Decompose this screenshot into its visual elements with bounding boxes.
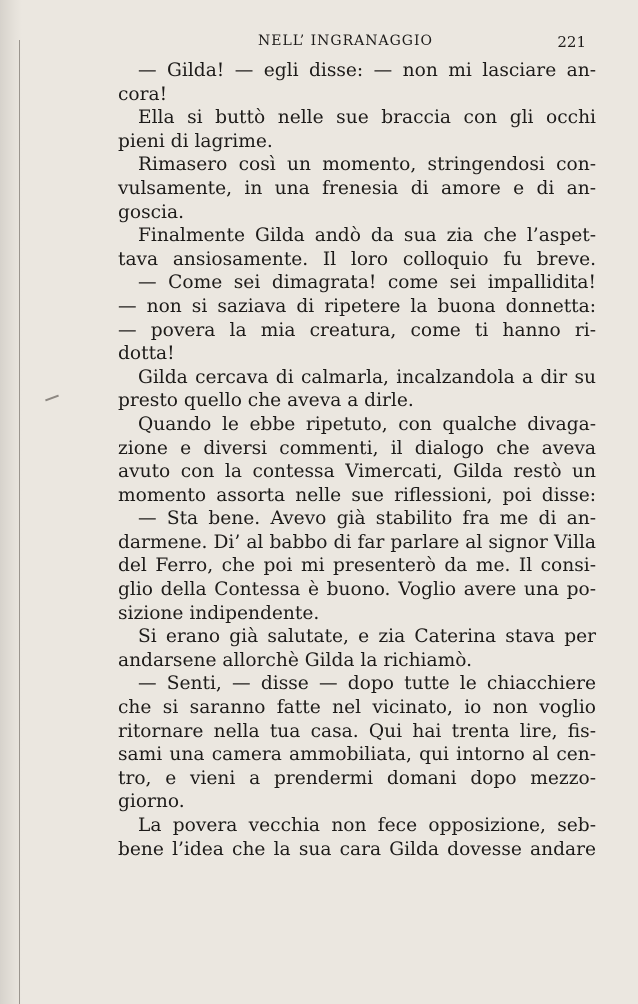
page-gutter-line	[19, 40, 20, 1004]
text-line: Finalmente Gilda andò da sua zia che l’aspet-	[138, 225, 596, 247]
text-line: — non si saziava di ripetere la buona donnetta:	[118, 295, 596, 317]
running-title: NELL’ INGRANAGGIO	[258, 33, 433, 49]
margin-mark	[45, 395, 59, 402]
text-line: tava ansiosamente. Il loro colloquio fu breve.	[118, 248, 596, 270]
text-line: ritornare nella tua casa. Qui hai trenta lire, fis-	[118, 720, 596, 742]
text-line: Quando le ebbe ripetuto, con qualche divaga-	[138, 413, 596, 435]
text-line: del Ferro, che poi mi presenterò da me. Il consi-	[118, 555, 596, 577]
text-line: zione e diversi commenti, il dialogo che aveva	[118, 437, 596, 459]
text-line: — Gilda! — egli disse: — non mi lasciare an-	[138, 60, 596, 81]
text-line: pieni di lagrime.	[118, 130, 273, 152]
body-text	[118, 59, 596, 861]
text-line: sami una camera ammobiliata, qui intorno al cen-	[118, 744, 596, 766]
text-line: glio della Contessa è buono. Voglio avere una po-	[118, 579, 596, 601]
text-line: tro, e vieni a prendermi domani dopo mezzo-	[118, 767, 596, 789]
text-line: vulsamente, in una frenesia di amore e di an-	[118, 177, 596, 199]
page-number: 221	[557, 33, 586, 51]
text-line: che si saranno fatte nel vicinato, io non voglio	[118, 697, 596, 719]
text-line: — povera la mia creatura, come ti hanno ri-	[118, 319, 596, 341]
text-line: bene l’idea che la sua cara Gilda dovesse andare	[118, 838, 596, 860]
text-line: Gilda cercava di calmarla, incalzandola a dir su	[138, 366, 596, 388]
text-line: giorno.	[118, 791, 185, 813]
text-line: andarsene allorchè Gilda la richiamò.	[118, 649, 472, 671]
text-line: darmene. Di’ al babbo di far parlare al signor Villa	[118, 531, 596, 553]
text-line: — Sta bene. Avevo già stabilito fra me di an-	[138, 508, 596, 530]
text-line: — Senti, — disse — dopo tutte le chiacchiere	[138, 673, 596, 695]
page-header	[118, 33, 598, 57]
text-line: — Come sei dimagrata! come sei impallidita!	[138, 272, 596, 294]
text-line: Rimasero così un momento, stringendosi con-	[138, 154, 596, 176]
text-line: cora!	[118, 83, 168, 105]
text-line: momento assorta nelle sue riflessioni, poi disse:	[118, 484, 596, 506]
text-line: Si erano già salutate, e zia Caterina stava per	[138, 626, 596, 648]
text-line: La povera vecchia non fece opposizione, seb-	[138, 815, 596, 836]
text-line: presto quello che aveva a dirle.	[118, 390, 414, 412]
text-line: Ella si buttò nelle sue braccia con gli occhi	[138, 107, 596, 129]
text-line: avuto con la contessa Vimercati, Gilda restò un	[118, 461, 596, 483]
text-line: dotta!	[118, 343, 175, 365]
text-line: sizione indipendente.	[118, 602, 320, 624]
text-line: goscia.	[118, 201, 184, 223]
